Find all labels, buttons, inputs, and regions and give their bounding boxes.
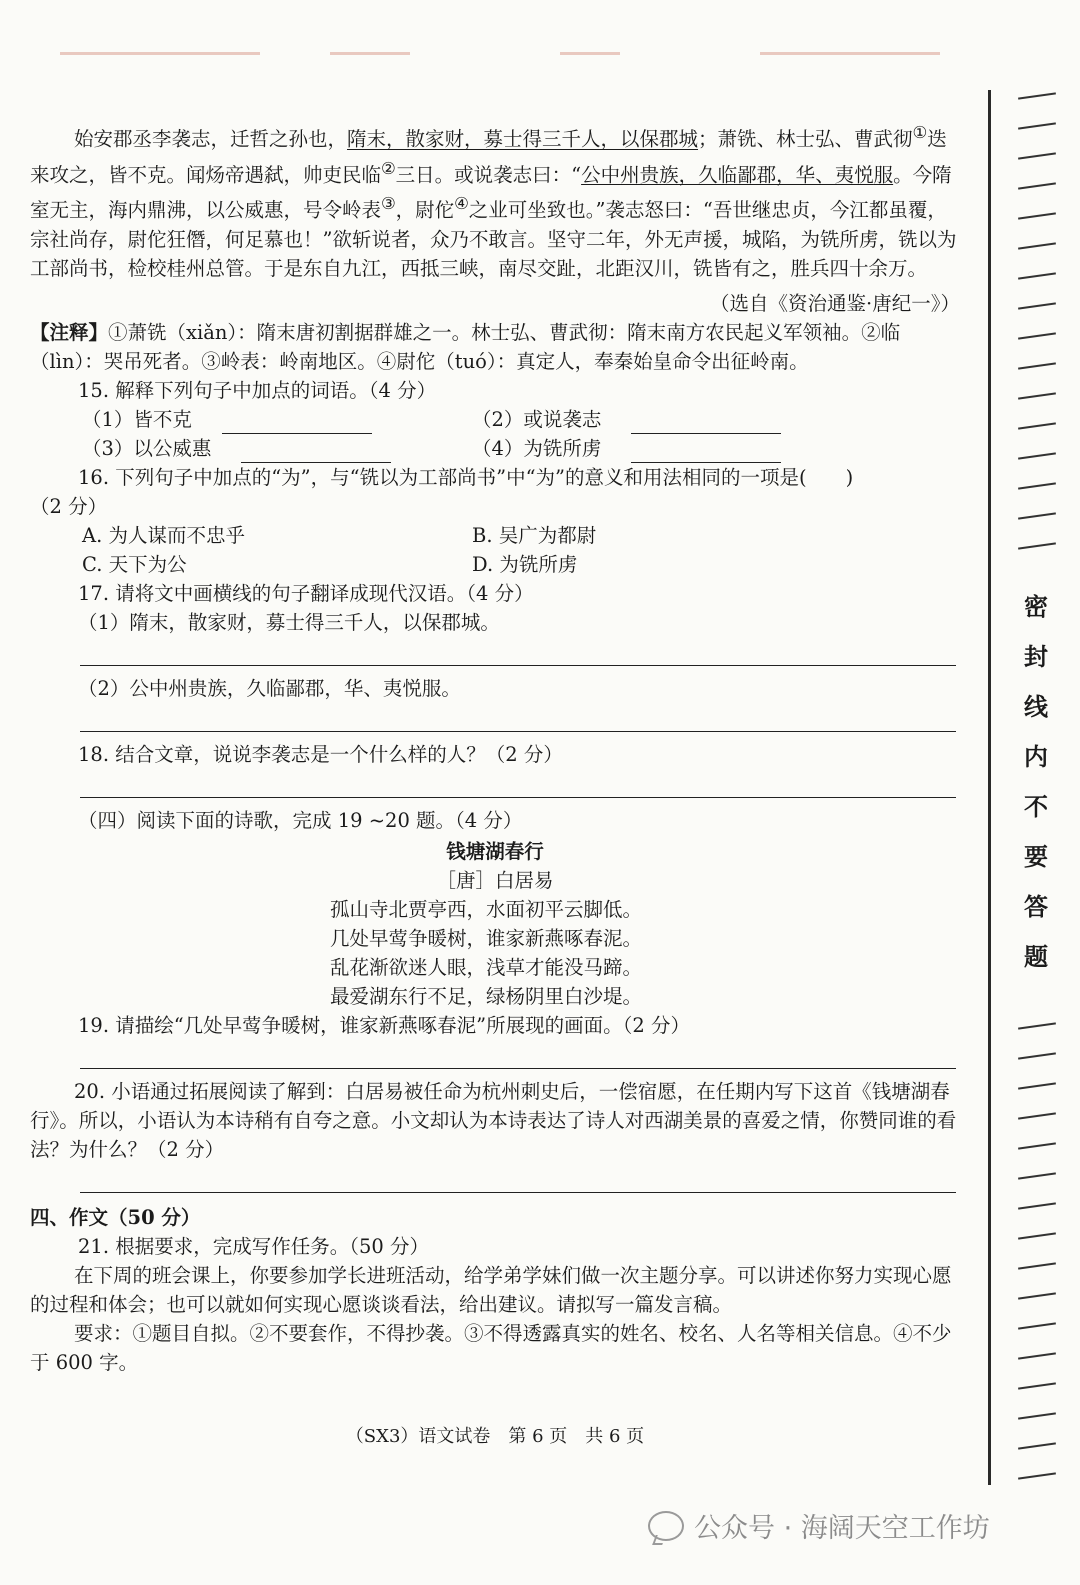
hatch-mark [1018,92,1056,99]
q16-option-a[interactable]: A. 为人谋而不忠乎 [82,523,245,547]
hatch-mark [1018,1382,1056,1389]
annotations [30,318,960,376]
poem-body [330,895,960,1011]
annotation-text: ①萧铣（xiǎn）：隋末唐初割据群雄之一。林士弘、曹武彻：隋末南方农民起义军领袖。②临（lìn）：哭吊死者。③岭表：岭南地区。④尉佗（tuó）：真定人，奉秦始皇命令出征岭南。 [30,320,901,373]
hatch-mark [1018,1172,1056,1179]
hatch-mark [1018,1142,1056,1149]
hatch-mark [1018,362,1056,369]
hatch-mark [1018,302,1056,309]
note-ref: ③ [381,194,396,213]
poem-line: 最爱湖东行不足，绿杨阴里白沙堤。 [330,984,643,1008]
hatch-mark [1018,152,1056,159]
poem-line: 几处早莺争暖树，谁家新燕啄春泥。 [330,926,643,950]
answer-blank[interactable] [631,440,781,463]
question-18: 18. 结合文章，说说李袭志是一个什么样的人？（2 分） [78,742,563,766]
answer-blank[interactable] [241,440,391,463]
hatch-mark [1018,212,1056,219]
hatch-mark [1018,1112,1056,1119]
q17-sentence-2: （2）公中州贵族，久临鄙郡，华、夷悦服。 [78,676,461,700]
q16-score: （2 分） [30,494,108,518]
seal-char: 题 [1024,942,1048,971]
hatch-mark [1018,1022,1056,1029]
passage-text: 三日。或说袭志曰：“ [395,163,582,186]
seal-char: 封 [1024,642,1048,671]
q16-option-c[interactable]: C. 天下为公 [82,552,187,576]
hatch-mark [1018,242,1056,249]
note-ref: ① [912,123,928,142]
watermark [648,1506,990,1545]
underlined-sentence-1: 隋末，散家财，募士得三千人，以保郡城 [347,127,699,151]
poem-line: 孤山寺北贾亭西，水面初平云脚低。 [330,897,643,921]
note-ref: ② [381,158,396,178]
q15-row-2 [82,434,960,463]
passage-source: （选自《资治通鉴·唐纪一》） [710,291,960,315]
writing-heading: 四、作文（50 分） [30,1205,201,1229]
hatch-mark [1018,182,1056,189]
hatch-mark [1018,332,1056,339]
note-ref: ④ [454,194,469,213]
passage-text: 始安郡丞李袭志，迁哲之孙也， [74,127,348,151]
underlined-sentence-2: 公中州贵族，久临鄙郡，华、夷悦 [581,163,874,186]
q16-options-row-2 [82,550,960,579]
hatch-mark [1018,1472,1056,1479]
seal-char: 内 [1024,742,1048,771]
hatch-mark [1018,1352,1056,1359]
question-15: 15. 解释下列句子中加点的词语。（4 分） [78,378,437,402]
top-edge-marks [0,52,1080,60]
hatch-mark [1018,1052,1056,1059]
poem-author: ［唐］白居易 [436,868,554,892]
part-4-heading: （四）阅读下面的诗歌，完成 19 ~20 题。（4 分） [78,808,523,832]
poem-line: 乱花渐欲迷人眼，浅草才能没马蹄。 [330,955,643,979]
seal-char: 答 [1024,892,1048,921]
hatch-mark [1018,1082,1056,1089]
answer-line[interactable] [80,703,956,732]
hatch-mark [1018,272,1056,279]
hatch-mark [1018,542,1056,549]
answer-line[interactable] [80,769,956,798]
q16-option-d[interactable]: D. 为铣所虏 [472,552,578,576]
hatch-mark [1018,1292,1056,1299]
exam-content [30,118,960,1377]
question-20: 20. 小语通过拓展阅读了解到：白居易被任命为杭州刺史后，一偿宿愿，在任期内写下这首《钱塘湖春行》。所以，小语认为本诗稍有自夸之意。小文却认为本诗表达了诗人对西湖美景的喜爱之情，你赞同谁的看法？为什么？（2 分） [30,1079,957,1161]
hatch-mark [1018,1232,1056,1239]
passage-text: ，尉佗 [395,198,455,222]
page-footer: （SX3）语文试卷 第 6 页 共 6 页 [345,1426,645,1447]
passage-text: 迭来攻之，皆不克。闻炀帝遇弑，帅吏民临 [30,127,947,186]
seal-char: 不 [1024,792,1048,821]
hatch-mark [1018,122,1056,129]
hatch-mark [1018,452,1056,459]
hatch-mark [1018,1412,1056,1419]
q15-item-3: （3）以公威惠 [82,436,212,460]
hatch-mark [1018,482,1056,489]
hatch-mark [1018,1262,1056,1269]
seal-char: 要 [1024,842,1048,871]
question-16: 16. 下列句子中加点的“为”，与“铣以为工部尚书”中“为”的意义和用法相同的一项是( ) [78,465,854,489]
answer-line[interactable] [80,1040,956,1069]
hatch-mark [1018,1442,1056,1449]
chat-bubble-icon [648,1511,684,1541]
answer-line[interactable] [80,1164,956,1193]
hatch-mark [1018,1202,1056,1209]
hatch-mark [1018,512,1056,519]
passage-text: ；萧铣、林士弘、曹武彻 [698,127,913,151]
seal-char: 线 [1024,692,1048,721]
passage-text: 。今隋室无主，海内鼎沸，以公威惠，号令岭表 [30,163,952,222]
q16-options-row-1 [82,521,960,550]
writing-task: 在下周的班会课上，你要参加学长进班活动，给学弟学妹们做一次主题分享。可以讲述你努力实现心愿的过程和体会；也可以就如何实现心愿谈谈看法，给出建议。请拟写一篇发言稿。 [30,1263,952,1316]
answer-line[interactable] [80,637,956,666]
seal-char: 密 [1024,592,1048,621]
passage-text: 贞，今江都虽覆，宗社尚存，尉佗狂僭，何足慕也！”欲斩说者，众乃不敢言。坚守二年，外无声援，城陷，为铣所虏，铣以为工部尚书，检校桂州总管。于是东自九江，西抵三峡，南尽交趾，北距汉川，铣皆有之，胜兵四十余万。 [30,198,957,280]
writing-requirements: 要求：①题目自拟。②不要套作，不得抄袭。③不得透露真实的姓名、校名、人名等相关信息。④不少于 600 字。 [30,1321,952,1374]
answer-blank[interactable] [631,411,781,434]
hatch-mark [1018,1322,1056,1329]
question-21: 21. 根据要求，完成写作任务。（50 分） [78,1234,429,1258]
question-19: 19. 请描绘“几处早莺争暖树，谁家新燕啄春泥”所展现的画面。（2 分） [78,1013,691,1037]
answer-blank[interactable] [222,411,372,434]
q15-item-2: （2）或说袭志 [472,407,602,431]
q15-item-4: （4）为铣所虏 [472,436,602,460]
q16-option-b[interactable]: B. 吴广为都尉 [472,523,597,547]
binding-line [988,90,991,1485]
q17-sentence-1: （1）隋末，散家财，募士得三千人，以保郡城。 [78,610,500,634]
underlined-sentence-2-end: 服 [873,163,894,186]
q15-row-1 [82,405,960,434]
passage-text: 之业可坐致也。”袭志怒曰：“吾世继忠 [468,198,791,222]
annotation-label: 【注释】 [30,320,109,344]
question-17: 17. 请将文中画横线的句子翻译成现代汉语。（4 分） [78,581,534,605]
hatch-mark [1018,422,1056,429]
poem-title: 钱塘湖春行 [446,839,544,863]
hatch-mark [1018,392,1056,399]
watermark-text: 公众号 · 海阔天空工作坊 [694,1513,990,1544]
passage [30,118,960,283]
q15-item-1: （1）皆不克 [82,407,192,431]
